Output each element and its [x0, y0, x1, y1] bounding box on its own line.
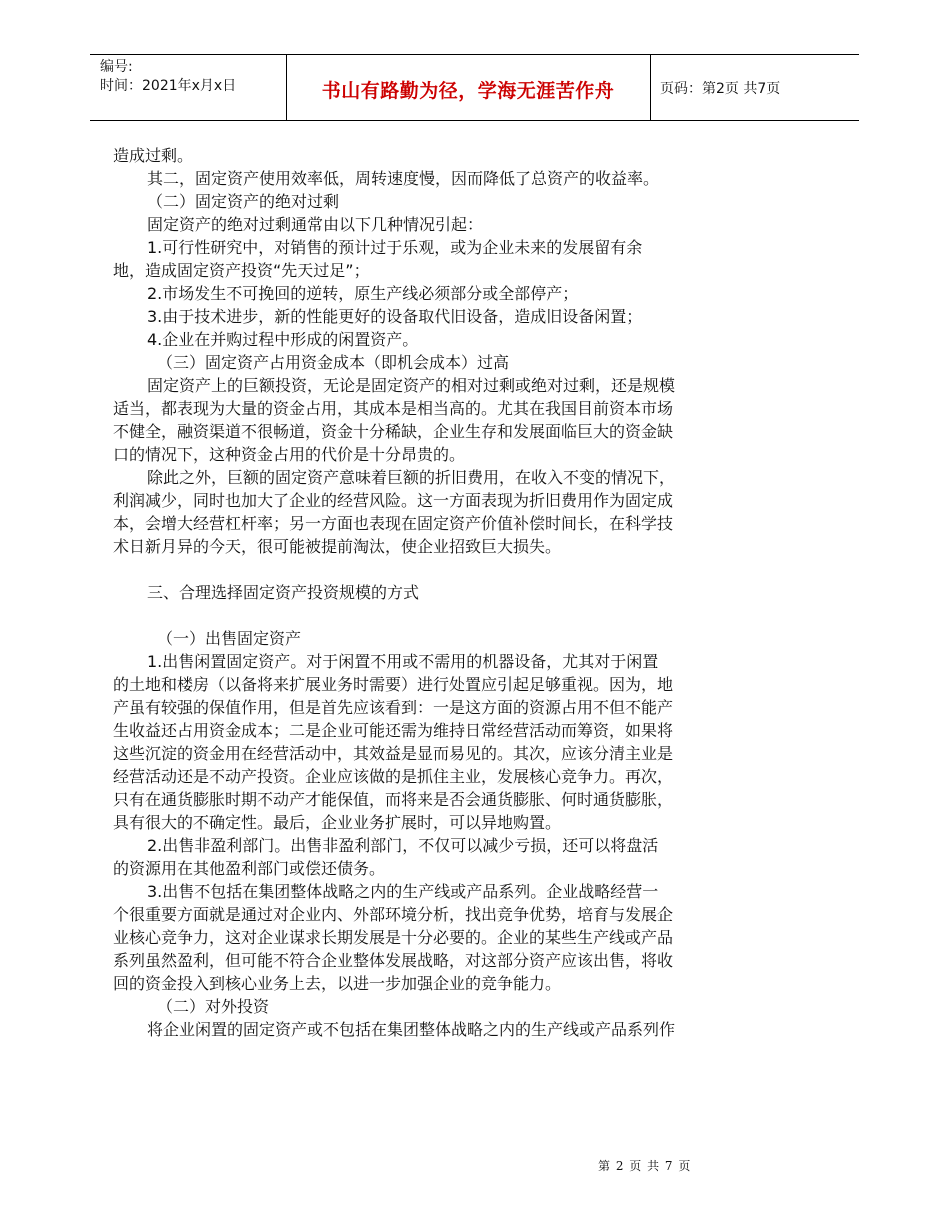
header-divider-right	[650, 54, 651, 120]
header-motto: 书山有路勤为径，学海无涯苦作舟	[321, 80, 615, 102]
body-line: 口的情况下，这种资金占用的代价是十分昂贵的。	[113, 445, 466, 464]
body-line: 不健全，融资渠道不很畅道，资金十分稀缺，企业生存和发展面临巨大的资金缺	[113, 422, 674, 441]
body-line: 1.出售闲置固定资产。对于闲置不用或不需用的机器设备，尤其对于闲置	[147, 652, 659, 671]
body-line: 1.可行性研究中，对销售的预计过于乐观，或为企业未来的发展留有余	[147, 238, 643, 257]
body-line: 业核心竞争力，这对企业谋求长期发展是十分必要的。企业的某些生产线或产品	[113, 928, 674, 947]
body-line: 适当，都表现为大量的资金占用，其成本是相当高的。尤其在我国目前资本市场	[113, 399, 674, 418]
header-meta	[100, 58, 236, 96]
body-line: 个很重要方面就是通过对企业内、外部环境分析，找出竞争优势，培育与发展企	[113, 905, 674, 924]
body-line: 回的资金投入到核心业务上去，以进一步加强企业的竞争能力。	[113, 974, 562, 993]
document-number-label: 编号:	[100, 59, 133, 75]
body-line: 造成过剩。	[113, 146, 194, 165]
body-line: 3.由于技术进步，新的性能更好的设备取代旧设备，造成旧设备闲置；	[147, 307, 643, 326]
blank-line	[113, 558, 773, 581]
body-line: 三、合理选择固定资产投资规模的方式	[147, 583, 420, 602]
body-line: 利润减少，同时也加大了企业的经营风险。这一方面表现为折旧费用作为固定成	[113, 491, 674, 510]
body-line: 2.出售非盈利部门。出售非盈利部门，不仅可以减少亏损，还可以将盘活	[147, 836, 659, 855]
body-line: 的资源用在其他盈利部门或偿还债务。	[113, 859, 386, 878]
body-line: 系列虽然盈利，但可能不符合企业整体发展战略，对这部分资产应该出售，将收	[113, 951, 674, 970]
body-line: （二）固定资产的绝对过剩	[147, 192, 340, 211]
blank-line	[113, 604, 773, 627]
body-line: 术日新月异的今天，很可能被提前淘汰，使企业招致巨大损失。	[113, 537, 562, 556]
body-line: 固定资产的绝对过剩通常由以下几种情况引起：	[147, 215, 484, 234]
body-line: （二）对外投资	[157, 997, 270, 1016]
body-line: 经营活动还是不动产投资。企业应该做的是抓住主业，发展核心竞争力。再次，	[113, 767, 674, 786]
body-line: 产虽有较强的保值作用，但是首先应该看到：一是这方面的资源占用不但不能产	[113, 698, 674, 717]
header-bottom-rule	[90, 120, 859, 121]
body-line: （三）固定资产占用资金成本（即机会成本）过高	[157, 353, 510, 372]
body-line: 2.市场发生不可挽回的逆转，原生产线必须部分或全部停产；	[147, 284, 579, 303]
body-line: 只有在通货膨胀时期不动产才能保值，而将来是否会通货膨胀、何时通货膨胀，	[113, 790, 674, 809]
body-line: 固定资产上的巨额投资，无论是固定资产的相对过剩或绝对过剩，还是规模	[147, 376, 676, 395]
body-line: 除此之外，巨额的固定资产意味着巨额的折旧费用，在收入不变的情况下，	[147, 468, 676, 487]
document-body	[113, 144, 773, 1041]
body-line: 生收益还占用资金成本；二是企业可能还需为维持日常经营活动而筹资，如果将	[113, 721, 674, 740]
body-line: 地，造成固定资产投资“先天过足”；	[113, 261, 370, 280]
header-page-info: 页码：第2页 共7页	[660, 81, 781, 97]
body-line: 具有很大的不确定性。最后，企业业务扩展时，可以异地购置。	[113, 813, 562, 832]
footer-page-number: 第 2 页 共 7 页	[598, 1159, 692, 1173]
body-line: （一）出售固定资产	[157, 629, 302, 648]
body-line: 其二，固定资产使用效率低，周转速度慢，因而降低了总资产的收益率。	[147, 169, 660, 188]
body-line: 3.出售不包括在集团整体战略之内的生产线或产品系列。企业战略经营一	[147, 882, 659, 901]
body-line: 本，会增大经营杠杆率；另一方面也表现在固定资产价值补偿时间长，在科学技	[113, 514, 674, 533]
body-line: 的土地和楼房（以备将来扩展业务时需要）进行处置应引起足够重视。因为，地	[113, 675, 674, 694]
document-time-label: 时间：2021年x月x日	[100, 78, 237, 94]
body-line: 将企业闲置的固定资产或不包括在集团整体战略之内的生产线或产品系列作	[147, 1020, 676, 1039]
body-line: 4.企业在并购过程中形成的闲置资产。	[147, 330, 419, 349]
body-line: 这些沉淀的资金用在经营活动中，其效益是显而易见的。其次，应该分清主业是	[113, 744, 674, 763]
header-top-rule	[90, 54, 859, 55]
